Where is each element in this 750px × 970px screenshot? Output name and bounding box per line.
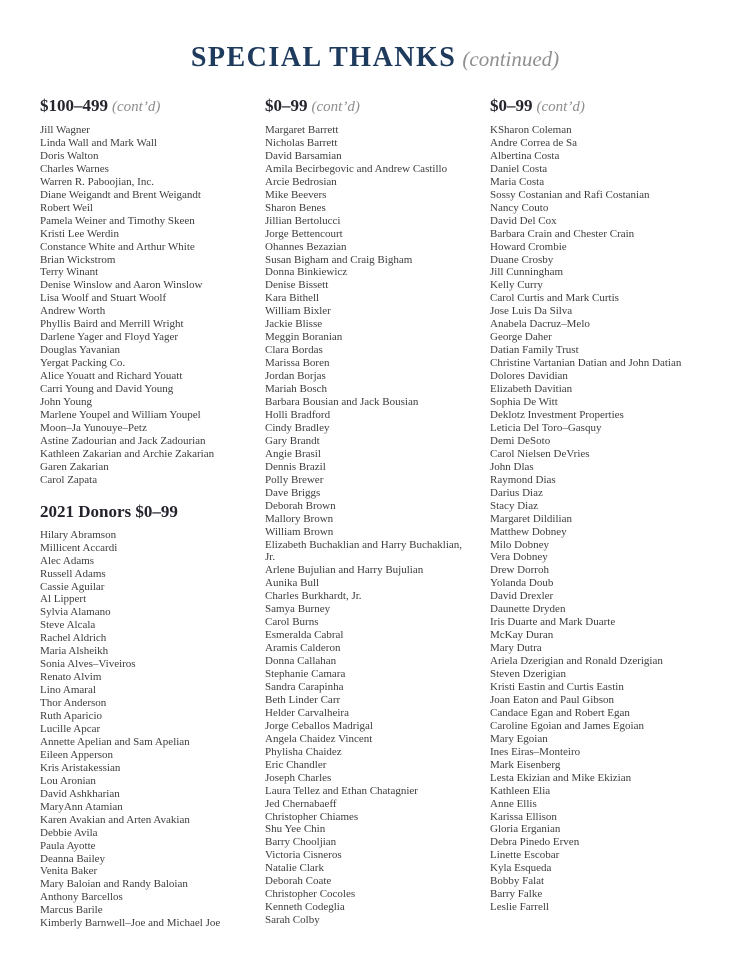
donor-name: William Brown xyxy=(265,525,334,538)
donor-name: Renato Alvim xyxy=(40,671,102,684)
donor-name: Rachel Aldrich xyxy=(40,632,107,645)
donor-name: Debbie Avila xyxy=(40,826,98,839)
donor-name: Angie Brasil xyxy=(265,447,321,460)
section-heading-text: $100–499 xyxy=(40,96,108,115)
donor-name: Daunette Dryden xyxy=(490,603,566,616)
donor-name: Datian Family Trust xyxy=(490,344,579,357)
donor-name: Ohannes Bezazian xyxy=(265,240,347,253)
donor-name: Andre Correa de Sa xyxy=(490,136,578,149)
donor-name: Joseph Charles xyxy=(265,771,332,784)
donor-name: Bobby Falat xyxy=(490,875,545,888)
donor-name: Raymond Dias xyxy=(490,473,556,486)
donor-name: Hilary Abramson xyxy=(40,528,117,541)
donor-name: Anne Ellis xyxy=(490,797,537,810)
donor-name: Karissa Ellison xyxy=(490,810,557,823)
donor-name: Al Lippert xyxy=(40,593,87,606)
donor-name: Pamela Weiner and Timothy Skeen xyxy=(40,214,195,227)
donor-name: Dave Briggs xyxy=(265,486,321,499)
donor-name: Steven Dzerigian xyxy=(490,668,567,681)
donor-name: Maria Costa xyxy=(490,175,545,188)
section-heading-contd-label: (cont’d) xyxy=(112,99,161,115)
donor-name: KSharon Coleman xyxy=(490,124,572,136)
donor-name: Constance White and Arthur White xyxy=(40,240,195,253)
donor-name: Linette Escobar xyxy=(490,849,560,862)
donor-name: Darlene Yager and Floyd Yager xyxy=(40,331,179,344)
donor-name: Beth Linder Carr xyxy=(265,693,341,706)
donor-name: Vera Dobney xyxy=(490,551,548,564)
donor-name: Nicholas Barrett xyxy=(265,136,338,149)
donor-name: Jackie Blisse xyxy=(265,318,323,331)
section-heading-text: $0–99 xyxy=(490,96,533,115)
section-heading xyxy=(490,96,698,117)
donor-name: Kyla Esqueda xyxy=(490,862,552,875)
donor-name: Aramis Calderon xyxy=(265,642,341,655)
donor-name: Donna Callahan xyxy=(265,655,337,668)
donor-name: Debra Pinedo Erven xyxy=(490,836,580,849)
donor-name: David Ashkharian xyxy=(40,787,120,800)
donor-name: Natalie Clark xyxy=(265,862,324,875)
donor-name: Marlene Youpel and William Youpel xyxy=(40,408,201,421)
donor-name: Jose Luis Da Silva xyxy=(490,305,573,318)
donor-name: Ines Eiras–Monteiro xyxy=(490,745,581,758)
donor-name: Lisa Woolf and Stuart Woolf xyxy=(40,292,167,305)
donor-name: Deborah Coate xyxy=(265,875,332,888)
donor-name: Sophia De Witt xyxy=(490,396,558,409)
donor-name: John Dlas xyxy=(490,460,534,473)
donor-column-1 xyxy=(40,96,248,930)
donor-section xyxy=(40,96,248,487)
donor-name: Annette Apelian and Sam Apelian xyxy=(40,735,190,748)
section-heading-contd-label: (cont’d) xyxy=(536,99,585,115)
donor-name: Deklotz Investment Properties xyxy=(490,408,624,421)
donor-name: John Young xyxy=(40,396,92,409)
donor-section xyxy=(40,502,248,931)
donor-name: Eric Chandler xyxy=(265,758,327,771)
donor-name: Stephanie Camara xyxy=(265,668,346,681)
donor-name: Sylvia Alamano xyxy=(40,606,111,619)
donor-name: Kathleen Zakarian and Archie Zakarian xyxy=(40,447,215,460)
donor-name: Helder Carvalheira xyxy=(265,706,349,719)
donor-name: Leticia Del Toro–Gasquy xyxy=(490,421,602,434)
donor-name: Garen Zakarian xyxy=(40,460,109,473)
donor-name: Lucille Apcar xyxy=(40,722,101,735)
donor-name: Sandra Carapinha xyxy=(265,680,344,693)
donor-name: Jill Cunningham xyxy=(490,266,564,279)
donor-name: Linda Wall and Mark Wall xyxy=(40,136,157,149)
donor-name: Douglas Yavanian xyxy=(40,344,121,357)
donor-name: Lesta Ekizian and Mike Ekizian xyxy=(490,771,632,784)
section-heading-contd-label: (cont’d) xyxy=(311,99,360,115)
donor-name: McKay Duran xyxy=(490,629,554,642)
donor-name: Marissa Boren xyxy=(265,357,330,370)
donor-name: Christopher Cocoles xyxy=(265,888,356,901)
donor-name: Kelly Curry xyxy=(490,279,543,292)
section-heading xyxy=(265,96,473,117)
donor-name: Warren R. Paboojian, Inc. xyxy=(40,175,154,188)
section-heading-text: $0–99 xyxy=(265,96,308,115)
donor-column-3 xyxy=(490,96,698,914)
donor-name: Margaret Barrett xyxy=(265,124,339,136)
donor-section xyxy=(265,96,473,927)
donor-name: Charles Warnes xyxy=(40,162,109,175)
donor-name: Anthony Barcellos xyxy=(40,891,123,904)
donor-name: Christine Vartanian Datian and John Datian xyxy=(490,357,682,370)
donor-name: George Daher xyxy=(490,331,552,344)
donor-name: Venita Baker xyxy=(40,865,98,878)
donor-name: Terry Winant xyxy=(40,266,99,279)
donor-name: Caroline Egoian and James Egoian xyxy=(490,719,644,732)
donor-name: Deborah Brown xyxy=(265,499,336,512)
donor-name: Susan Bigham and Craig Bigham xyxy=(265,253,413,266)
page-title xyxy=(0,42,750,74)
page-title-text: SPECIAL THANKS xyxy=(190,42,457,73)
donor-name: Sarah Colby xyxy=(265,914,320,927)
donor-name: Yolanda Doub xyxy=(490,577,554,590)
donor-name: Esmeralda Cabral xyxy=(265,629,344,642)
section-heading xyxy=(40,502,248,522)
donor-name: Mary Dutra xyxy=(490,642,542,655)
donor-name: Jordan Borjas xyxy=(265,370,326,383)
donor-name: Cindy Bradley xyxy=(265,421,330,434)
donor-name: Doris Walton xyxy=(40,149,99,162)
donor-name: Christopher Chiames xyxy=(265,810,359,823)
donor-name: Russell Adams xyxy=(40,567,106,580)
donor-name: Iris Duarte and Mark Duarte xyxy=(490,616,616,629)
donor-name: Lino Amaral xyxy=(40,684,96,697)
donor-name: William Bixler xyxy=(265,305,331,318)
donor-name: Candace Egan and Robert Egan xyxy=(490,706,630,719)
donor-name: Andrew Worth xyxy=(40,305,106,318)
donor-name: Alice Youatt and Richard Youatt xyxy=(40,370,183,383)
donor-name: Howard Crombie xyxy=(490,240,567,253)
page-title-continued-label: (continued) xyxy=(462,47,560,71)
section-heading xyxy=(40,96,248,117)
donor-name: Mary Egoian xyxy=(490,732,548,745)
donor-name: Kristi Eastin and Curtis Eastin xyxy=(490,680,624,693)
donor-name: Albertina Costa xyxy=(490,149,560,162)
donor-name: Moon–Ja Yunouye–Petz xyxy=(40,421,147,434)
donor-name: Demi DeSoto xyxy=(490,434,551,447)
donor-name: Barry Chooljian xyxy=(265,836,337,849)
donor-name: Phyllis Baird and Merrill Wright xyxy=(40,318,184,331)
donor-name: Karen Avakian and Arten Avakian xyxy=(40,813,190,826)
donor-name: Jorge Ceballos Madrigal xyxy=(265,719,373,732)
donor-name: Phylisha Chaidez xyxy=(265,745,342,758)
donor-name: Millicent Accardi xyxy=(40,541,118,554)
donor-name: Thor Anderson xyxy=(40,697,107,710)
donor-name: Samya Burney xyxy=(265,603,331,616)
donor-name: Elizabeth Davitian xyxy=(490,383,573,396)
donor-name: Arcie Bedrosian xyxy=(265,175,337,188)
donor-name: Alec Adams xyxy=(40,554,95,567)
donor-name: Barbara Bousian and Jack Bousian xyxy=(265,396,419,409)
donor-name: Arlene Bujulian and Harry Bujulian xyxy=(265,564,424,577)
donor-name: Darius Diaz xyxy=(490,486,543,499)
donor-name: Sossy Costanian and Rafi Costanian xyxy=(490,188,650,201)
donor-name: Clara Bordas xyxy=(265,344,323,357)
donor-name: Deanna Bailey xyxy=(40,852,106,865)
donor-name: Carol Nielsen DeVries xyxy=(490,447,590,460)
donor-name: Angela Chaidez Vincent xyxy=(265,732,373,745)
donor-name: Stacy Diaz xyxy=(490,499,538,512)
section-heading-text: 2021 Donors $0–99 xyxy=(40,501,178,521)
donor-name: Carri Young and David Young xyxy=(40,383,174,396)
donor-name: Denise Bissett xyxy=(265,279,329,292)
donor-name: Steve Alcala xyxy=(40,619,96,632)
donor-name: Nancy Couto xyxy=(490,201,549,214)
donor-name: Kristi Lee Werdin xyxy=(40,227,119,240)
donor-name: Daniel Costa xyxy=(490,162,548,175)
donor-name: Aunika Bull xyxy=(265,577,320,590)
donor-name: Charles Burkhardt, Jr. xyxy=(265,590,362,603)
donor-name: Astine Zadourian and Jack Zadourian xyxy=(40,434,206,447)
donor-name: Sharon Benes xyxy=(265,201,326,214)
donor-name: Joan Eaton and Paul Gibson xyxy=(490,693,615,706)
donor-name: Gloria Erganian xyxy=(490,823,561,836)
donor-name: Brian Wickstrom xyxy=(40,253,116,266)
donor-name: Diane Weigandt and Brent Weigandt xyxy=(40,188,201,201)
donor-name: Maria Alsheikh xyxy=(40,645,109,658)
donor-name: Yergat Packing Co. xyxy=(40,357,126,370)
donor-name: Drew Dorroh xyxy=(490,564,549,577)
donor-section xyxy=(490,96,698,914)
donor-name: Shu Yee Chin xyxy=(265,823,326,836)
donor-name: Jed Chernabaeff xyxy=(265,797,337,810)
donor-name: Holli Bradford xyxy=(265,408,331,421)
donor-name: Laura Tellez and Ethan Chatagnier xyxy=(265,784,418,797)
donor-name: Mary Baloian and Randy Baloian xyxy=(40,878,188,891)
donor-name: Eileen Apperson xyxy=(40,748,114,761)
donor-name: Sonia Alves–Viveiros xyxy=(40,658,136,671)
donor-name: Donna Binkiewicz xyxy=(265,266,348,279)
donor-name: David Barsamian xyxy=(265,149,342,162)
donor-name: Dolores Davidian xyxy=(490,370,568,383)
donor-name: Margaret Dildilian xyxy=(490,512,572,525)
donor-name: Jorge Bettencourt xyxy=(265,227,343,240)
donor-name: David Del Cox xyxy=(490,214,557,227)
donor-name: Mallory Brown xyxy=(265,512,334,525)
donor-name: Matthew Dobney xyxy=(490,525,567,538)
donor-name: Kathleen Elia xyxy=(490,784,551,797)
donor-name: Mariah Bosch xyxy=(265,383,328,396)
donor-name: Kris Aristakessian xyxy=(40,761,121,774)
donor-name: Kara Bithell xyxy=(265,292,320,305)
donor-name: Victoria Cisneros xyxy=(265,849,342,862)
donor-name: Mike Beevers xyxy=(265,188,327,201)
donor-name: Barbara Crain and Chester Crain xyxy=(490,227,635,240)
donor-name: Dennis Brazil xyxy=(265,460,326,473)
donor-name: Robert Weil xyxy=(40,201,93,214)
donor-name: Polly Brewer xyxy=(265,473,324,486)
donor-name: Gary Brandt xyxy=(265,434,320,447)
donor-column-2 xyxy=(265,96,473,927)
donor-name: Barry Falke xyxy=(490,888,543,901)
donor-name: Kenneth Codeglia xyxy=(265,901,345,914)
donor-name: Mark Eisenberg xyxy=(490,758,561,771)
donor-name: David Drexler xyxy=(490,590,554,603)
donor-name: Ariela Dzerigian and Ronald Dzerigian xyxy=(490,655,663,668)
donor-name: Jill Wagner xyxy=(40,124,90,136)
donor-name: Milo Dobney xyxy=(490,538,549,551)
donor-name: Kimberly Barnwell–Joe and Michael Joe xyxy=(40,917,221,930)
donor-name: Denise Winslow and Aaron Winslow xyxy=(40,279,203,292)
donor-name: Paula Ayotte xyxy=(40,839,96,852)
donor-name: Lou Aronian xyxy=(40,774,96,787)
donor-name: Marcus Barile xyxy=(40,904,103,917)
donor-name: Jillian Bertolucci xyxy=(265,214,341,227)
donor-name: Elizabeth Buchaklian and Harry Buchaklian, Jr. xyxy=(265,538,463,564)
donor-name: Leslie Farrell xyxy=(490,901,549,914)
donor-name: Carol Curtis and Mark Curtis xyxy=(490,292,619,305)
donor-name: MaryAnn Atamian xyxy=(40,800,123,813)
donor-name: Ruth Aparicio xyxy=(40,710,103,723)
donor-name: Anabela Dacruz–Melo xyxy=(490,318,590,331)
donor-name: Duane Crosby xyxy=(490,253,554,266)
donor-name: Carol Burns xyxy=(265,616,319,629)
donor-name: Amila Becirbegovic and Andrew Castillo xyxy=(265,162,448,175)
donor-name: Meggin Boranian xyxy=(265,331,343,344)
donor-name: Carol Zapata xyxy=(40,473,98,486)
donor-name: Cassie Aguilar xyxy=(40,580,105,593)
